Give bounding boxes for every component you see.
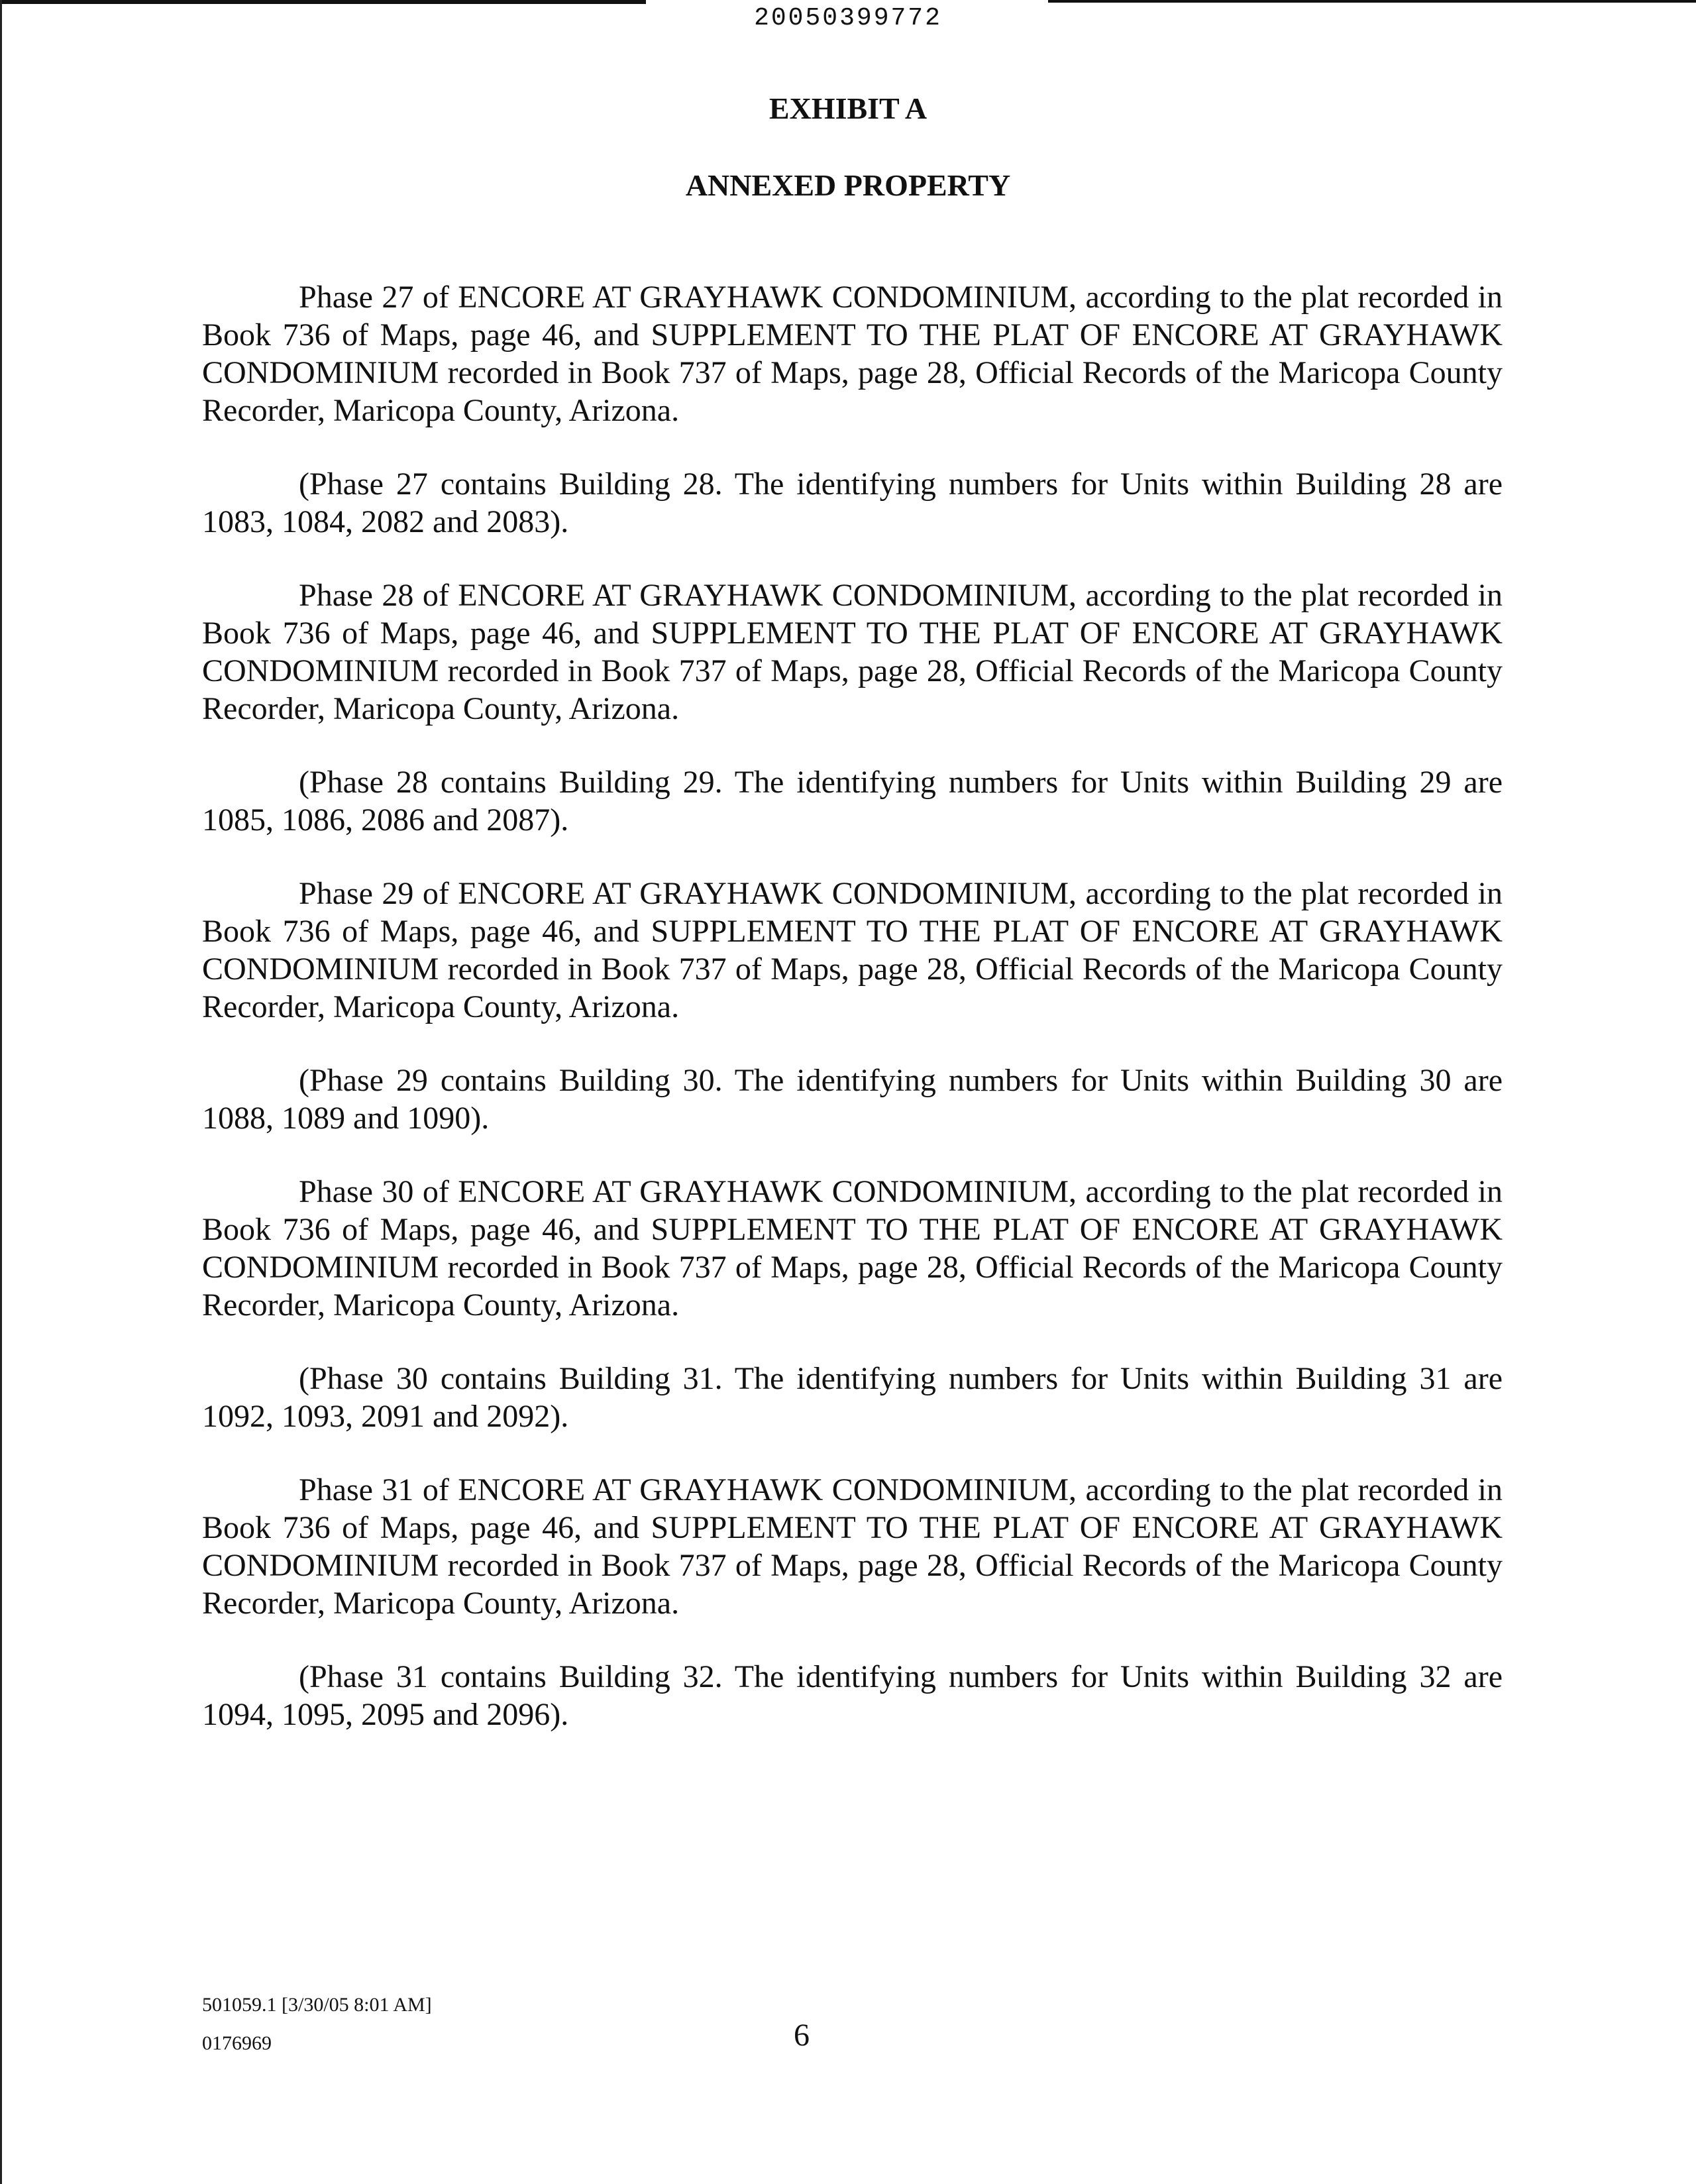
phase-30-units-note: (Phase 30 contains Building 31. The identifying numbers for Units within Building 31 are 1092, 1093, 2091 and 2092). — [202, 1361, 1503, 1434]
document-body — [202, 278, 1503, 1769]
page-number: 6 — [794, 2018, 810, 2053]
phase-31-units-note: (Phase 31 contains Building 32. The identifying numbers for Units within Building 32 are 1094, 1095, 2095 and 2096). — [202, 1659, 1503, 1732]
footer-doc-id: 0176969 — [202, 2032, 272, 2054]
phase-28-description: Phase 28 of ENCORE AT GRAYHAWK CONDOMINIUM, according to the plat recorded in Book 736 of Maps, page 46, and SUPPLEMENT TO THE PLAT OF ENCORE AT GRAYHAWK CONDOMINIUM recorded in Book 737 of Maps, page 28, Official Records of the Maricopa County Recorder, Maricopa County, Arizona. — [202, 578, 1503, 726]
phase-31-description: Phase 31 of ENCORE AT GRAYHAWK CONDOMINIUM, according to the plat recorded in Book 736 of Maps, page 46, and SUPPLEMENT TO THE PLAT OF ENCORE AT GRAYHAWK CONDOMINIUM recorded in Book 737 of Maps, page 28, Official Records of the Maricopa County Recorder, Maricopa County, Arizona. — [202, 1472, 1503, 1621]
phase-29-description: Phase 29 of ENCORE AT GRAYHAWK CONDOMINIUM, according to the plat recorded in Book 736 of Maps, page 46, and SUPPLEMENT TO THE PLAT OF ENCORE AT GRAYHAWK CONDOMINIUM recorded in Book 737 of Maps, page 28, Official Records of the Maricopa County Recorder, Maricopa County, Arizona. — [202, 876, 1503, 1024]
top-rule-right — [1048, 0, 1696, 3]
footer-doc-ref: 501059.1 [3/30/05 8:01 AM] — [202, 1994, 432, 2016]
exhibit-subtitle: ANNEXED PROPERTY — [685, 168, 1011, 202]
scan-edge — [0, 0, 2, 2184]
recording-number: 20050399772 — [754, 4, 942, 32]
phase-27-description: Phase 27 of ENCORE AT GRAYHAWK CONDOMINIUM, according to the plat recorded in Book 736 of Maps, page 46, and SUPPLEMENT TO THE PLAT OF ENCORE AT GRAYHAWK CONDOMINIUM recorded in Book 737 of Maps, page 28, Official Records of the Maricopa County Recorder, Maricopa County, Arizona. — [202, 280, 1503, 428]
phase-28-units-note: (Phase 28 contains Building 29. The identifying numbers for Units within Building 29 are 1085, 1086, 2086 and 2087). — [202, 765, 1503, 838]
phase-27-units-note: (Phase 27 contains Building 28. The identifying numbers for Units within Building 28 are 1083, 1084, 2082 and 2083). — [202, 466, 1503, 539]
phase-29-units-note: (Phase 29 contains Building 30. The identifying numbers for Units within Building 30 are 1088, 1089 and 1090). — [202, 1063, 1503, 1136]
exhibit-title: EXHIBIT A — [768, 91, 928, 125]
phase-30-description: Phase 30 of ENCORE AT GRAYHAWK CONDOMINIUM, according to the plat recorded in Book 736 of Maps, page 46, and SUPPLEMENT TO THE PLAT OF ENCORE AT GRAYHAWK CONDOMINIUM recorded in Book 737 of Maps, page 28, Official Records of the Maricopa County Recorder, Maricopa County, Arizona. — [202, 1174, 1503, 1323]
